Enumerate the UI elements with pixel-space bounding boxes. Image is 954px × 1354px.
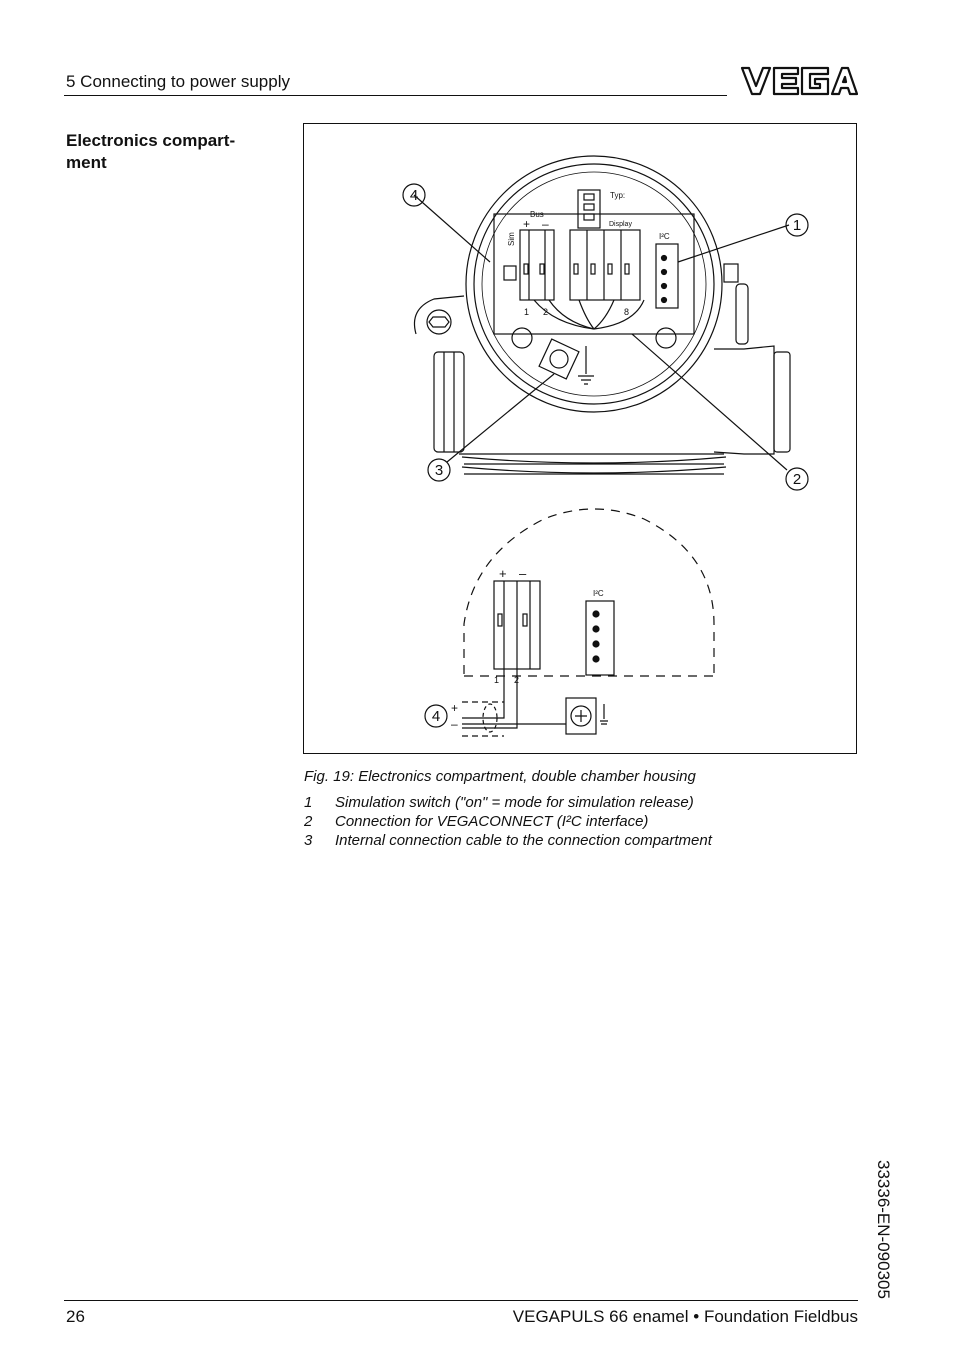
section-title: 5 Connecting to power supply [66,72,290,91]
sim-switch [504,266,516,280]
bus-terminal-block [520,230,554,300]
left-cable-gland [434,352,464,452]
header-divider [64,95,727,96]
type-switch [578,190,600,228]
connection-compartment-outline [464,509,714,674]
page-number: 26 [66,1307,85,1326]
lower-callout-4-number: 4 [431,708,441,725]
bus-label: Bus [530,210,544,219]
lower-terminal-1-label: 1 [494,675,500,685]
legend-number: 1 [304,794,313,811]
side-heading-text: Electronics compart- ment [66,131,236,172]
display-label: Display [609,221,632,228]
callout-1-number: 1 [792,217,802,234]
cable-plus-label: + [451,701,459,715]
figure-legend [304,794,864,851]
type-label: Typ: [610,191,626,200]
figure-caption: Fig. 19: Electronics compartment, double chamber housing [304,768,696,785]
terminal-1-label: 1 [524,307,530,317]
figure-electronics-compartment [303,123,857,754]
terminal-8-label: 8 [624,307,630,317]
legend-text: Connection for VEGACONNECT (I²C interface) [335,813,649,830]
callout-4-number: 4 [409,187,419,204]
lower-terminal-2-label: 2 [514,675,520,685]
callout-2-leader [632,334,787,470]
legend-text: Simulation switch ("on" = mode for simulation release) [335,794,694,811]
terminal-2-label: 2 [543,307,549,317]
ground-terminal [539,339,579,379]
bus-plus-label: + [523,217,531,231]
legend-number: 3 [304,832,313,849]
footer-divider [64,1300,858,1301]
bus-minus-label: – [542,217,549,231]
wiring-diagram [304,124,858,755]
right-fix-screw [656,328,676,348]
housing-lug [414,296,464,334]
sim-label: Sim [507,232,516,246]
footer-document-title: VEGAPULS 66 enamel • Foundation Fieldbus [512,1307,858,1326]
lower-minus-label: – [519,566,527,581]
lower-i2c-label: I²C [593,589,604,598]
i2c-label: I²C [659,232,670,241]
callout-1-leader [678,225,789,262]
callout-3-leader [447,374,554,462]
lug-screw [427,310,451,334]
lower-ground-symbol [600,704,608,724]
legend-item [304,832,864,851]
legend-item [304,794,864,813]
ground-symbol [578,346,594,384]
document-number: 33336-EN-090305 [874,1160,893,1299]
lower-plus-label: + [499,566,507,581]
cable-minus-label: – [451,717,458,731]
left-fix-screw [512,328,532,348]
vega-logo [740,64,858,98]
right-housing-side [714,346,774,454]
lower-i2c-connector [586,601,614,675]
callout-3-number: 3 [434,462,444,479]
legend-number: 2 [304,813,313,830]
i2c-connector [656,244,678,308]
right-cable-gland [774,352,790,452]
legend-item [304,813,864,832]
side-heading [66,130,266,174]
legend-text: Internal connection cable to the connection compartment [335,832,712,849]
callout-2-number: 2 [792,471,802,488]
